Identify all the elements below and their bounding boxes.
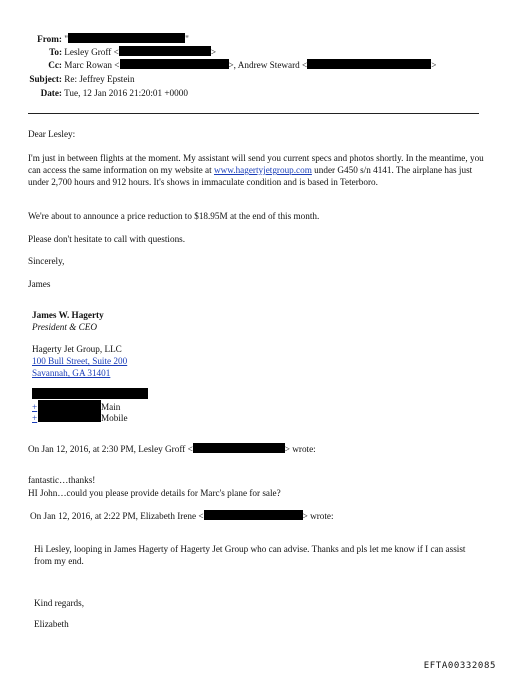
body-paragraph-1 [28,152,484,188]
cc-label: Cc: [48,60,62,70]
from-value: " [64,34,69,44]
redaction-bar [193,443,285,453]
cc-mid: >, Andrew Steward < [228,60,308,70]
body-paragraph-2: We're about to announce a price reduction to $18.95M at the end of this month. [28,211,320,221]
quoted-name-2: Elizabeth [34,619,69,629]
subject-row [14,73,135,86]
cc-row [14,59,436,72]
subject-label: Subject: [29,74,62,84]
subject-value: Re: Jeffrey Epstein [64,74,135,84]
cc-tail: > [431,60,437,70]
quoted-line-2: HI John…could you please provide details for Marc's plane for sale? [28,488,281,498]
bates-number: EFTA00332085 [423,661,496,671]
cc-value: Marc Rowan < [64,60,120,70]
phone-prefix: + [32,413,38,423]
phone-mobile-row [32,411,128,424]
date-label: Date: [40,88,62,98]
body-paragraph-3: Please don't hesitate to call with questions. [28,234,186,244]
header-divider [28,113,479,114]
sender-name: James [28,279,51,289]
to-value: Lesley Groff < [64,47,119,57]
from-label: From: [37,34,62,44]
quoted-closing-2: Kind regards, [34,598,85,608]
phone-mobile-label: Mobile [101,413,128,423]
quoted-intro-1 [28,443,316,455]
quoted-body-2: Hi Lesley, looping in James Hagerty of Hagerty Jet Group who can advise. Thanks and pls let me know if I can assist from my end. [34,544,466,566]
date-row [14,87,188,100]
phone-prefix: + [32,402,38,412]
redaction-bar [68,33,185,43]
quoted-intro-text: On Jan 12, 2016, at 2:30 PM, Lesley Groff < [28,444,193,454]
to-row [14,46,216,59]
redaction-bar [38,400,101,411]
paragraph-text: I'm just in between flights at the moment. My assistant will send you current specs and photos shortly. In the meantime, you can access the same information on my website at [28,153,484,175]
quoted-intro-text: > wrote: [302,511,334,521]
from-row [14,33,189,46]
paragraph-text: under G450 s/n 4141. The airplane has just under 2,700 hours and 912 hours. It's shows in immaculate condition and is based in Teterboro. [28,165,473,187]
signature-address-line-2[interactable]: Savannah, GA 31401 [32,368,111,378]
quoted-line-1: fantastic…thanks! [28,475,96,485]
greeting: Dear Lesley: [28,129,76,139]
signature-company: Hagerty Jet Group, LLC [32,344,122,354]
signature-address-line-1[interactable]: 100 Bull Street, Suite 200 [32,356,128,366]
signature-title: President & CEO [32,322,97,332]
signature-name: James W. Hagerty [32,310,104,320]
redaction-bar [32,388,148,399]
website-link[interactable]: www.hagertyjetgroup.com [213,165,312,175]
phone-main-label: Main [101,402,121,412]
quoted-intro-text: On Jan 12, 2016, at 2:22 PM, Elizabeth Irene < [30,511,204,521]
redaction-bar [307,59,431,69]
date-value: Tue, 12 Jan 2016 21:20:01 +0000 [64,88,188,98]
from-tail: " [185,34,189,44]
redaction-bar [119,46,211,56]
redaction-bar [204,510,303,520]
closing: Sincerely, [28,256,65,266]
redaction-bar [38,411,101,422]
to-tail: > [210,47,216,57]
to-label: To: [49,47,62,57]
redaction-bar [120,59,229,69]
quoted-intro-2 [30,510,334,522]
quoted-intro-text: > wrote: [284,444,316,454]
